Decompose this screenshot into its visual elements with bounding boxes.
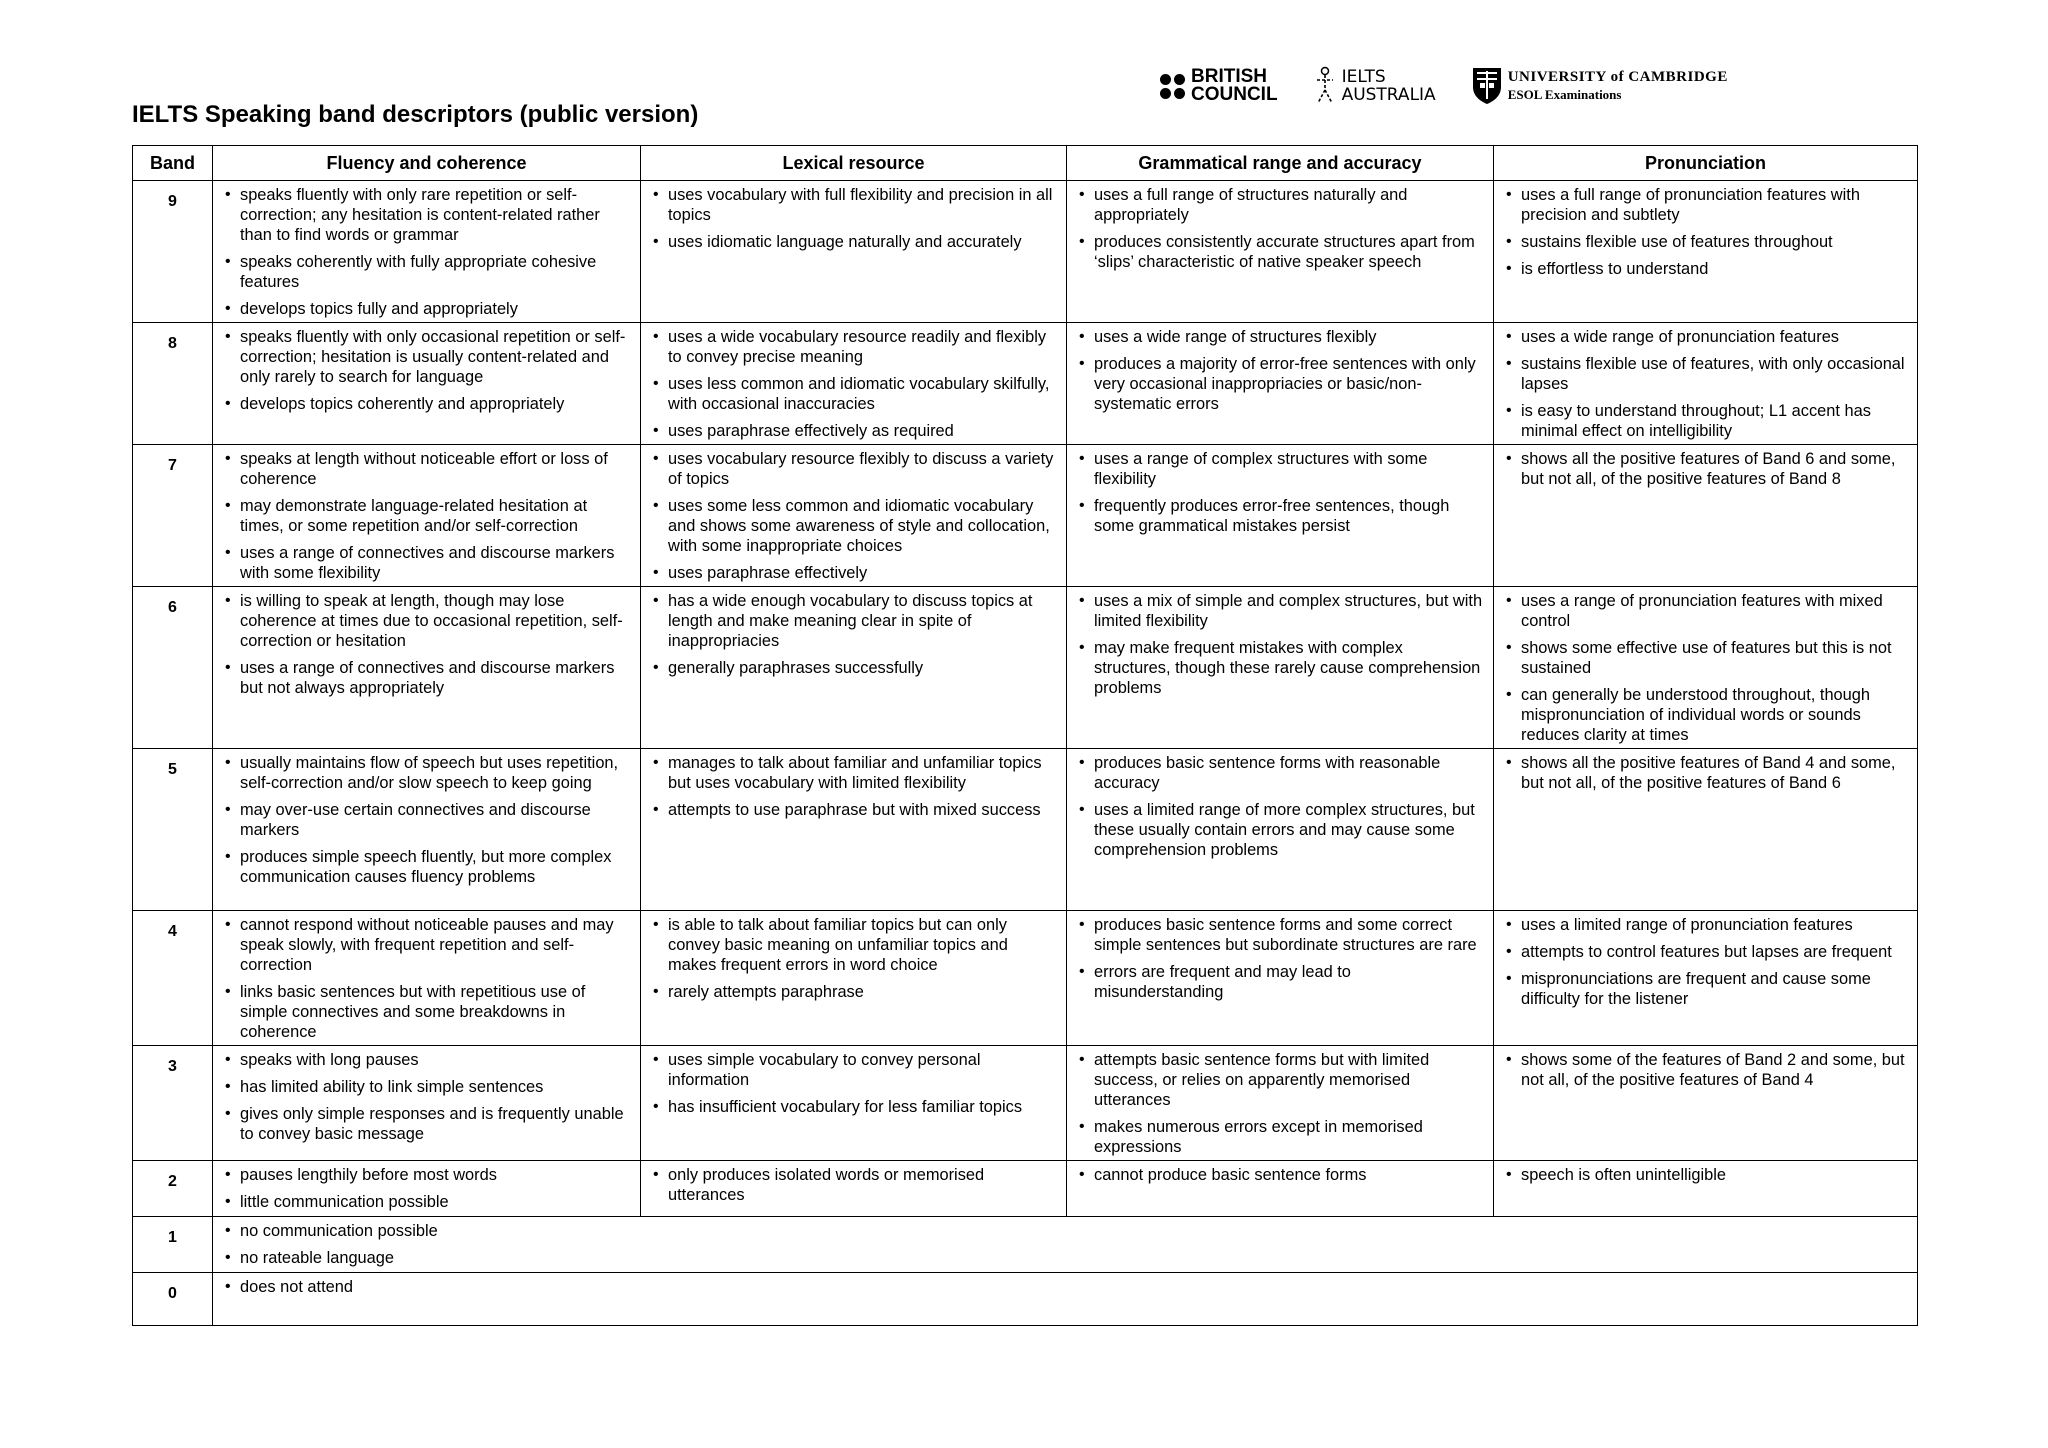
descriptor-item: • produces a majority of error-free sentences with only very occasional inappropriacies or basic/non-systematic errors xyxy=(1077,354,1483,414)
lexical-cell xyxy=(641,323,1067,445)
descriptor-item: • uses idiomatic language naturally and accurately xyxy=(651,232,1056,252)
descriptor-list xyxy=(223,753,630,887)
descriptor-list xyxy=(1504,915,1907,1009)
descriptor-item: • speaks at length without noticeable effort or loss of coherence xyxy=(223,449,630,489)
british-council-line-1: BRITISH xyxy=(1191,66,1267,87)
descriptor-item: • pauses lengthily before most words xyxy=(223,1165,630,1185)
descriptor-item: • gives only simple responses and is frequently unable to convey basic message xyxy=(223,1104,630,1144)
table-row xyxy=(133,1217,1918,1273)
british-council-dots-icon xyxy=(1160,74,1185,99)
descriptor-item: • speaks with long pauses xyxy=(223,1050,630,1070)
descriptor-item: • develops topics coherently and appropriately xyxy=(223,394,630,414)
descriptor-item: • makes numerous errors except in memorised expressions xyxy=(1077,1117,1483,1157)
descriptor-item: • produces simple speech fluently, but more complex communication causes fluency problems xyxy=(223,847,630,887)
cambridge-line-1: UNIVERSITY of CAMBRIDGE xyxy=(1507,69,1728,85)
descriptor-item: • speaks coherently with fully appropriate cohesive features xyxy=(223,252,630,292)
page-title: IELTS Speaking band descriptors (public version) xyxy=(132,101,699,128)
descriptor-item: • little communication possible xyxy=(223,1192,630,1212)
fluency-cell xyxy=(213,1046,641,1161)
descriptor-list xyxy=(223,1050,630,1144)
table-row xyxy=(133,323,1918,445)
fluency-cell xyxy=(213,181,641,323)
descriptor-item: • has a wide enough vocabulary to discuss topics at length and make meaning clear in spite of inappropriacies xyxy=(651,591,1056,651)
descriptor-item: • shows all the positive features of Band 6 and some, but not all, of the positive features of Band 8 xyxy=(1504,449,1907,489)
fluency-cell xyxy=(213,1161,641,1217)
lexical-cell xyxy=(641,749,1067,911)
grammar-cell xyxy=(1067,587,1494,749)
table-row xyxy=(133,1046,1918,1161)
fluency-cell xyxy=(213,911,641,1046)
descriptor-list xyxy=(1504,327,1907,441)
fluency-cell xyxy=(213,445,641,587)
table-row xyxy=(133,911,1918,1046)
table-body xyxy=(133,181,1918,1326)
header-grammar: Grammatical range and accuracy xyxy=(1067,146,1494,181)
descriptor-list xyxy=(223,1221,1907,1268)
grammar-cell xyxy=(1067,323,1494,445)
descriptor-list xyxy=(651,327,1056,441)
band-descriptors-table xyxy=(132,145,1918,1326)
fluency-cell xyxy=(213,587,641,749)
grammar-cell xyxy=(1067,749,1494,911)
descriptor-list xyxy=(1077,449,1483,536)
pronunciation-cell xyxy=(1494,911,1918,1046)
descriptor-item: • sustains flexible use of features, with only occasional lapses xyxy=(1504,354,1907,394)
descriptor-list xyxy=(651,753,1056,820)
descriptor-item: • rarely attempts paraphrase xyxy=(651,982,1056,1002)
grammar-cell xyxy=(1067,445,1494,587)
descriptor-list xyxy=(1077,327,1483,414)
band-number: 5 xyxy=(133,749,213,911)
descriptor-item: • no communication possible xyxy=(223,1221,1907,1241)
fluency-cell xyxy=(213,749,641,911)
band-number: 3 xyxy=(133,1046,213,1161)
band-number: 4 xyxy=(133,911,213,1046)
band-number: 2 xyxy=(133,1161,213,1217)
descriptor-item: • uses vocabulary resource flexibly to discuss a variety of topics xyxy=(651,449,1056,489)
descriptor-item: • sustains flexible use of features throughout xyxy=(1504,232,1907,252)
header-fluency: Fluency and coherence xyxy=(213,146,641,181)
descriptor-item: • uses a full range of pronunciation features with precision and subtlety xyxy=(1504,185,1907,225)
descriptor-list xyxy=(223,327,630,414)
fluency-cell xyxy=(213,323,641,445)
table-row xyxy=(133,749,1918,911)
descriptor-item: • speaks fluently with only occasional repetition or self-correction; hesitation is usually content-related and only rarely to search for language xyxy=(223,327,630,387)
descriptor-list xyxy=(651,1165,1056,1205)
descriptor-list xyxy=(1504,591,1907,745)
descriptor-item: • speech is often unintelligible xyxy=(1504,1165,1907,1185)
descriptor-list xyxy=(223,449,630,583)
british-council-logo xyxy=(1160,68,1278,104)
descriptor-item: • uses paraphrase effectively as required xyxy=(651,421,1056,441)
pronunciation-cell xyxy=(1494,1046,1918,1161)
descriptor-list xyxy=(223,1277,1907,1297)
descriptor-item: • attempts to use paraphrase but with mixed success xyxy=(651,800,1056,820)
descriptor-list xyxy=(651,449,1056,583)
descriptor-item: • uses a limited range of more complex structures, but these usually contain errors and may cause some comprehension problems xyxy=(1077,800,1483,860)
table-row xyxy=(133,1273,1918,1326)
descriptor-item: • uses paraphrase effectively xyxy=(651,563,1056,583)
descriptor-item: • uses a full range of structures naturally and appropriately xyxy=(1077,185,1483,225)
descriptor-list xyxy=(1504,449,1907,489)
descriptor-item: • uses a range of pronunciation features with mixed control xyxy=(1504,591,1907,631)
band-number: 6 xyxy=(133,587,213,749)
descriptor-item: • is willing to speak at length, though may lose coherence at times due to occasional repetition, self-correction or hesitation xyxy=(223,591,630,651)
lexical-cell xyxy=(641,1046,1067,1161)
band-number: 0 xyxy=(133,1273,213,1326)
pronunciation-cell xyxy=(1494,1161,1918,1217)
descriptor-item: • uses a range of connectives and discourse markers with some flexibility xyxy=(223,543,630,583)
descriptor-list xyxy=(1077,1050,1483,1157)
ielts-australia-logo xyxy=(1314,66,1436,106)
descriptor-item: • shows some of the features of Band 2 and some, but not all, of the positive features of Band 4 xyxy=(1504,1050,1907,1090)
lexical-cell xyxy=(641,181,1067,323)
descriptor-list xyxy=(1077,591,1483,698)
descriptor-item: • shows some effective use of features but this is not sustained xyxy=(1504,638,1907,678)
descriptor-item: • has limited ability to link simple sentences xyxy=(223,1077,630,1097)
pronunciation-cell xyxy=(1494,749,1918,911)
descriptor-item: • uses a wide vocabulary resource readily and flexibly to convey precise meaning xyxy=(651,327,1056,367)
header-lexical: Lexical resource xyxy=(641,146,1067,181)
descriptor-item: • uses a wide range of pronunciation features xyxy=(1504,327,1907,347)
descriptor-item: • attempts basic sentence forms but with limited success, or relies on apparently memorised utterances xyxy=(1077,1050,1483,1110)
band-number: 9 xyxy=(133,181,213,323)
table-row xyxy=(133,587,1918,749)
descriptor-item: • produces consistently accurate structures apart from ‘slips’ characteristic of native speaker speech xyxy=(1077,232,1483,272)
lexical-cell xyxy=(641,911,1067,1046)
band-number: 7 xyxy=(133,445,213,587)
descriptor-item: • no rateable language xyxy=(223,1248,1907,1268)
british-council-line-2: COUNCIL xyxy=(1191,84,1278,105)
table-row xyxy=(133,1161,1918,1217)
descriptor-list xyxy=(223,915,630,1042)
cambridge-line-2: ESOL Examinations xyxy=(1507,87,1622,102)
descriptor-list xyxy=(651,591,1056,678)
cambridge-logo xyxy=(1472,67,1728,105)
grammar-cell xyxy=(1067,181,1494,323)
descriptor-item: • mispronunciations are frequent and cause some difficulty for the listener xyxy=(1504,969,1907,1009)
descriptor-item: • may make frequent mistakes with complex structures, though these rarely cause comprehension problems xyxy=(1077,638,1483,698)
grammar-cell xyxy=(1067,1161,1494,1217)
descriptor-item: • produces basic sentence forms and some correct simple sentences but subordinate structures are rare xyxy=(1077,915,1483,955)
grammar-cell xyxy=(1067,911,1494,1046)
descriptor-list xyxy=(223,1165,630,1212)
descriptor-list xyxy=(1504,185,1907,279)
grammar-cell xyxy=(1067,1046,1494,1161)
ielts-line-2: AUSTRALIA xyxy=(1341,85,1436,105)
descriptor-item: • is able to talk about familiar topics but can only convey basic meaning on unfamiliar topics and makes frequent errors in word choice xyxy=(651,915,1056,975)
descriptor-list xyxy=(1077,1165,1483,1185)
descriptor-list xyxy=(651,185,1056,252)
descriptor-list xyxy=(1077,915,1483,1002)
descriptor-item: • attempts to control features but lapses are frequent xyxy=(1504,942,1907,962)
descriptor-list xyxy=(1077,185,1483,272)
descriptor-list xyxy=(1504,1165,1907,1185)
descriptor-item: • does not attend xyxy=(223,1277,1907,1297)
descriptor-item: • uses some less common and idiomatic vocabulary and shows some awareness of style and collocation, with some inappropriate choices xyxy=(651,496,1056,556)
descriptor-item: • uses a mix of simple and complex structures, but with limited flexibility xyxy=(1077,591,1483,631)
descriptor-item: • has insufficient vocabulary for less familiar topics xyxy=(651,1097,1056,1117)
cambridge-shield-icon xyxy=(1472,67,1502,105)
pronunciation-cell xyxy=(1494,445,1918,587)
descriptor-item: • usually maintains flow of speech but uses repetition, self-correction and/or slow speech to keep going xyxy=(223,753,630,793)
descriptor-item: • produces basic sentence forms with reasonable accuracy xyxy=(1077,753,1483,793)
merged-cell xyxy=(213,1273,1918,1326)
descriptor-list xyxy=(651,1050,1056,1117)
descriptor-list xyxy=(651,915,1056,1002)
descriptor-list xyxy=(1504,753,1907,793)
descriptor-item: • uses a limited range of pronunciation features xyxy=(1504,915,1907,935)
descriptor-item: • speaks fluently with only rare repetition or self-correction; any hesitation is content-related rather than to find words or grammar xyxy=(223,185,630,245)
descriptor-item: • uses less common and idiomatic vocabulary skilfully, with occasional inaccuracies xyxy=(651,374,1056,414)
descriptor-item: • cannot respond without noticeable pauses and may speak slowly, with frequent repetition and self-correction xyxy=(223,915,630,975)
descriptor-item: • uses vocabulary with full flexibility and precision in all topics xyxy=(651,185,1056,225)
descriptor-list xyxy=(1077,753,1483,860)
ielts-line-1: IELTS xyxy=(1341,67,1386,87)
table-row xyxy=(133,445,1918,587)
descriptor-item: • links basic sentences but with repetitious use of simple connectives and some breakdowns in coherence xyxy=(223,982,630,1042)
descriptor-item: • errors are frequent and may lead to misunderstanding xyxy=(1077,962,1483,1002)
descriptor-item: • is easy to understand throughout; L1 accent has minimal effect on intelligibility xyxy=(1504,401,1907,441)
descriptor-item: • may demonstrate language-related hesitation at times, or some repetition and/or self-correction xyxy=(223,496,630,536)
descriptor-list xyxy=(1504,1050,1907,1090)
lexical-cell xyxy=(641,587,1067,749)
descriptor-item: • uses a range of complex structures with some flexibility xyxy=(1077,449,1483,489)
lexical-cell xyxy=(641,1161,1067,1217)
table-row xyxy=(133,181,1918,323)
band-number: 1 xyxy=(133,1217,213,1273)
descriptor-item: • uses a wide range of structures flexibly xyxy=(1077,327,1483,347)
descriptor-item: • shows all the positive features of Band 4 and some, but not all, of the positive features of Band 6 xyxy=(1504,753,1907,793)
header-band: Band xyxy=(133,146,213,181)
descriptor-list xyxy=(223,591,630,698)
descriptor-item: • uses simple vocabulary to convey personal information xyxy=(651,1050,1056,1090)
pronunciation-cell xyxy=(1494,587,1918,749)
logo-strip xyxy=(1160,66,1728,106)
descriptor-item: • can generally be understood throughout, though mispronunciation of individual words or sounds reduces clarity at times xyxy=(1504,685,1907,745)
merged-cell xyxy=(213,1217,1918,1273)
descriptor-list xyxy=(223,185,630,319)
descriptor-item: • manages to talk about familiar and unfamiliar topics but uses vocabulary with limited flexibility xyxy=(651,753,1056,793)
header-pronunciation: Pronunciation xyxy=(1494,146,1918,181)
descriptor-item: • uses a range of connectives and discourse markers but not always appropriately xyxy=(223,658,630,698)
descriptor-item: • generally paraphrases successfully xyxy=(651,658,1056,678)
descriptor-item: • is effortless to understand xyxy=(1504,259,1907,279)
ielts-figure-icon xyxy=(1314,66,1336,106)
band-number: 8 xyxy=(133,323,213,445)
descriptor-item: • develops topics fully and appropriately xyxy=(223,299,630,319)
pronunciation-cell xyxy=(1494,181,1918,323)
descriptor-item: • may over-use certain connectives and discourse markers xyxy=(223,800,630,840)
table-header-row xyxy=(133,146,1918,181)
descriptor-item: • only produces isolated words or memorised utterances xyxy=(651,1165,1056,1205)
lexical-cell xyxy=(641,445,1067,587)
descriptor-item: • frequently produces error-free sentences, though some grammatical mistakes persist xyxy=(1077,496,1483,536)
pronunciation-cell xyxy=(1494,323,1918,445)
descriptor-item: • cannot produce basic sentence forms xyxy=(1077,1165,1483,1185)
